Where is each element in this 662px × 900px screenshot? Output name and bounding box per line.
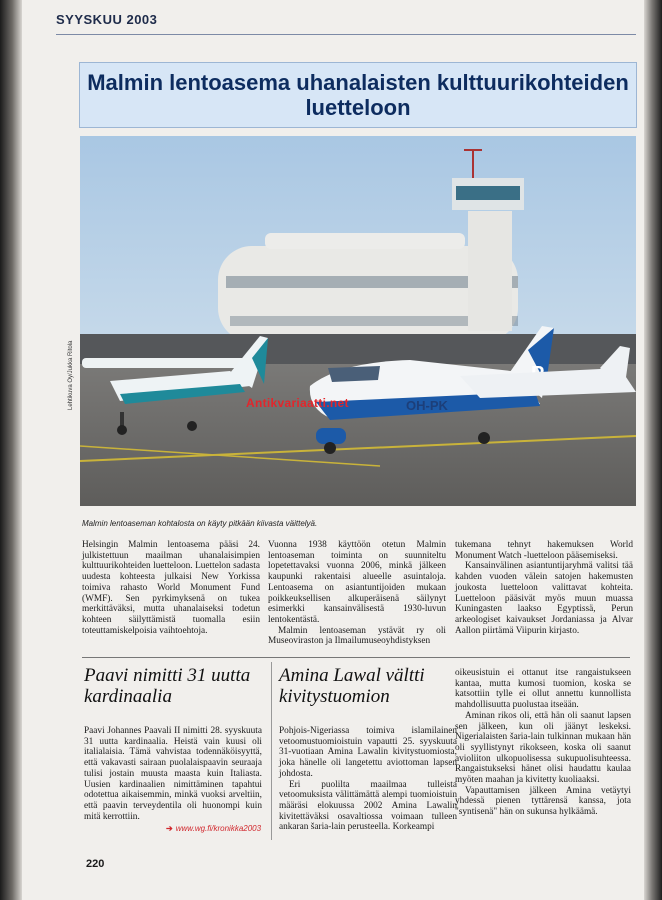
article-title-box xyxy=(79,62,637,128)
article-title: Malmin lentoasema uhanalaisten kulttuurikohteiden luetteloon xyxy=(87,70,629,120)
paragraph: Vuonna 1938 käyttöön otetun Malmin lentoaseman toiminta on suunniteltu lopetettavaksi vuonna 2006, minkä jälkeen kaupunki rakentaisi alueelle asuintaloja. Lentoasema on asiantuntijoiden mukaan poikkeuksellisen alkuperäisenä säilynyt esimerkki kansainvälisestä 1930-luvun lentokentästä. xyxy=(268,540,446,625)
paragraph: Eri puolilta maailmaa tulleista vetoomuksista välittämättä alempi tuomioistuin määräsi elokuussa 2002 Amina Lawalin kivitettäväksi osavaltiossa voimaan tulleen ankaran šaria-lain perusteella. Korkeampi xyxy=(279,779,457,833)
web-link-text: www.wg.fi/kronikka2003 xyxy=(175,824,262,833)
photo-credit: Lehtikuva Oy/Jukka Ritola xyxy=(68,340,74,410)
binding-shadow-right xyxy=(644,0,662,900)
aircraft-registration: OH-PK xyxy=(406,398,448,413)
news-body-lawal-continued xyxy=(455,668,631,818)
control-tower xyxy=(468,211,512,331)
news-title-cardinals: Paavi nimitti 31 uutta kardinaalia xyxy=(84,665,251,707)
paragraph: Kansainvälinen asiantuntijaryhmä valitsi tää kahden vuoden välein satojen hakemusten joukosta luetteloon valittavat kohteita. Luetteloon pääsivät myös muun muassa Kuningasten laakso Egyptissä, Perun arkeologiset kaivaukset Jordaniassa ja Alvar Aallon piirtämä Viipurin kirjasto. xyxy=(455,561,633,636)
paragraph: Paavi Johannes Paavali II nimitti 28. syyskuuta 31 uutta kardinaalia. Heistä vain kuusi oli italialaisia. Tämä vahvistaa todennäköisyyttä, että vakavasti sairaan puolalaispaavin seuraaja tulisi jostain muusta maasta kuin Italiasta. Uusien kardinaalien nimittäminen tapahtui odotettua aikaisemmin, minkä vuoksi arveltiin, että paavin terveydentila oli huonompi kuin mitä kerrottiin. xyxy=(84,726,262,822)
arrow-right-icon: ➔ xyxy=(166,824,173,833)
paragraph: tukemana tehnyt hakemuksen World Monument Watch -luetteloon pääsemiseksi. xyxy=(455,540,633,561)
watermark: Antikvariaatti.net xyxy=(246,396,349,410)
terminal-roof xyxy=(265,233,465,249)
header-rule xyxy=(56,34,636,35)
paragraph: Aminan rikos oli, että hän oli saanut lapsen sen jälkeen, kun oli jäänyt leskeksi. Nigerialaisten šaria-lain tulkinnan mukaan hän oli syyllistynyt rikokseen, koska oli saanut avioliiton ulkopuolisessa sukupuolisuhteessa. Rangaistukseksi hänet olisi haudattu kaulaa myöten maahan ja kivitetty kuoliaaksi. xyxy=(455,710,631,786)
news-body-cardinals xyxy=(84,726,262,822)
paragraph: Vapauttamisen jälkeen Amina vetäytyi yhdessä pienen tyttärensä kanssa, jota "syntisenä" hän on sukunsa hylkäämä. xyxy=(455,785,631,818)
section-header: SYYSKUU 2003 xyxy=(56,12,158,27)
airport-photo xyxy=(80,136,636,506)
paragraph: Malmin lentoaseman ystävät ry oli Museoviraston ja Ilmailumuseoyhdistyksen xyxy=(268,625,446,647)
web-link[interactable] xyxy=(166,824,261,833)
section-divider xyxy=(82,657,630,658)
paragraph: Helsingin Malmin lentoasema pääsi 24. julkistettuun maailman uhanalaisimpien kulttuurikohteiden luetteloon. Luettelon sadasta uudesta kohteesta julkaisi New Yorkissa toimiva rahasto World Monument Fund (WMF). Sen pyrkimyksenä on tukea merkittäväksi, mutta uhanalaiseksi todetun kohteen säilyttämistä tuomalla esiin toteuttamiskelpoisia vaihtoehtoja. xyxy=(82,540,260,636)
article-column-1 xyxy=(82,540,260,636)
photo-caption: Malmin lentoaseman kohtalosta on käyty pitkään kiivasta väittelyä. xyxy=(82,519,318,528)
tower-cab-windows xyxy=(456,186,520,200)
article-column-2 xyxy=(268,540,446,647)
binding-shadow-left xyxy=(0,0,22,900)
airport-illustration xyxy=(80,136,636,506)
page-number: 220 xyxy=(86,858,105,870)
paragraph: Pohjois-Nigeriassa toimiva islamilainen vetoomustuomioistuin vapautti 25. syyskuuta 31-vuotiaan Amina Lawalin kivitystuomiosta, joka hänelle oli langetettu aviottoman lapsen johdosta. xyxy=(279,726,457,779)
news-body-lawal xyxy=(279,726,457,833)
column-divider xyxy=(271,662,272,840)
article-column-3 xyxy=(455,540,633,636)
paragraph: oikeusistuin ei ottanut itse rangaistukseen kantaa, mutta kumosi tuomion, koska se katsottiin tylle ei ollut annettu kunnollista mahdollisuutta puolustaa itseään. xyxy=(455,668,631,711)
news-title-lawal: Amina Lawal vältti kivitystuomion xyxy=(279,665,425,707)
